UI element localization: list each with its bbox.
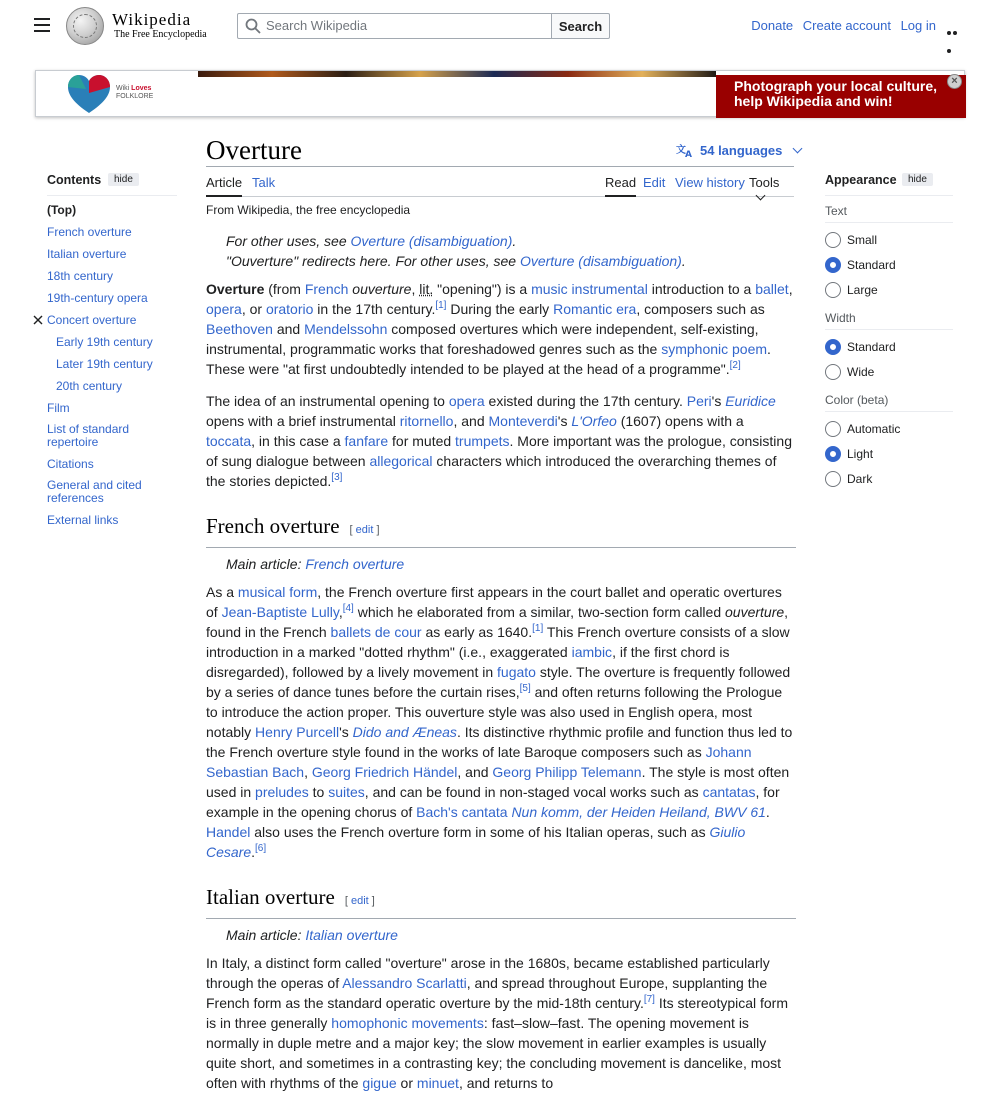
chevron-down-icon <box>756 191 766 201</box>
radio-color-automatic[interactable] <box>825 421 841 437</box>
page-title: Overture <box>206 135 302 165</box>
radio-text-standard[interactable] <box>825 257 841 273</box>
width-label: Width <box>825 311 856 325</box>
tab-read[interactable]: Read <box>605 175 636 197</box>
edit-section-link[interactable]: edit <box>355 524 374 536</box>
radio-label: Standard <box>847 258 896 272</box>
divider <box>825 411 953 412</box>
close-icon[interactable]: × <box>947 74 962 89</box>
toc-title: Contents <box>47 173 102 187</box>
section-heading-french-overture: French overture [ edit ] <box>206 513 796 548</box>
paragraph: As a musical form, the French overture first appears in the court ballet and operatic overtures of Jean-Baptiste Lully,[4] which he elaborated from a similar, two-section form called ouverture, found in the French ballets de cour as early as 1640.[1] This French overture consists of a slow introduction in a marked "dotted rhythm" (i.e., exaggerated iambic, if the first chord is disregarded), followed by a lively movement in fugato style. The overture is frequently followed by a series of dance tunes before the curtain rises,[5] and often returns following the Prologue to introduce the action proper. This ouverture style was also used in English opera, most notably Henry Purcell's Dido and Æneas. Its distinctive rhythmic profile and function thus led to the French overture style found in the works of late Baroque composers such as Johann Sebastian Bach, Georg Friedrich Händel, and Georg Philipp Telemann. The style is most often used in preludes to suites, and can be found in non-staged vocal works such as cantatas, for example in the opening chorus of Bach's cantata Nun komm, der Heiden Heiland, BWV 61. Handel also uses the French overture form in some of his Italian operas, such as Giulio Cesare.[6] <box>206 584 793 860</box>
svg-text:A: A <box>685 150 692 160</box>
appearance-hide-button[interactable]: hide <box>902 173 933 186</box>
text-size-label: Text <box>825 204 848 218</box>
toc-item-18th-century[interactable]: 18th century <box>47 269 114 283</box>
site-header <box>0 0 1000 55</box>
svg-text:文: 文 <box>676 145 686 156</box>
language-button[interactable]: 文 A 54 languages <box>676 143 801 158</box>
color-label: Color (beta) <box>825 393 889 407</box>
divider <box>825 222 953 223</box>
toc-header <box>47 168 177 196</box>
tab-talk[interactable]: Talk <box>252 175 276 190</box>
radio-label: Dark <box>847 472 873 486</box>
paragraph: In Italy, a distinct form called "overture" arose in the 1680s, became established particularly through the operas of Alessandro Scarlatti, and spread throughout Europe, supplanting the French form as the standard operatic overture by the mid-18th century.[7] Its stereotypical form is in three generally homophonic movements: fast–slow–fast. The opening movement is normally in duple metre and a major key; the slow movement in earlier examples is usually quite short, and sometimes in a contrasting key; the concluding movement is dancelike, most often with rhythms of the gigue or minuet, and returns to <box>206 955 789 1091</box>
banner-message[interactable]: Photograph your local culture, help Wikipedia and win! <box>734 78 938 109</box>
hatnote: "Ouverture" redirects here. For other uses, see Overture (disambiguation). <box>226 253 686 269</box>
more-options-icon[interactable] <box>947 22 963 28</box>
main-article-note: Main article: French overture <box>226 556 405 572</box>
edit-section-link[interactable]: edit <box>350 895 369 907</box>
divider <box>825 329 953 330</box>
search-icon <box>245 18 261 34</box>
fundraising-banner <box>35 70 965 117</box>
donate-link[interactable]: Donate <box>751 18 794 33</box>
toc-item-early-19th-century[interactable]: Early 19th century <box>56 335 153 349</box>
appearance-header <box>825 168 953 196</box>
table-of-contents <box>47 168 177 527</box>
radio-text-small[interactable] <box>825 232 841 248</box>
radio-label: Standard <box>847 340 896 354</box>
toc-item-20th-century[interactable]: 20th century <box>56 379 123 393</box>
toc-item-french-overture[interactable]: French overture <box>47 225 132 239</box>
page-tabs <box>206 167 794 197</box>
main-article-link[interactable]: French overture <box>305 556 405 572</box>
radio-width-standard[interactable] <box>825 339 841 355</box>
toc-item-citations[interactable]: Citations <box>47 457 94 471</box>
paragraph: Overture (from French ouverture, lit. "opening") is a music instrumental introduction to a ballet, opera, or oratorio in the 17th century.[1] During the early Romantic era, composers such as Beethoven and Mendelssohn composed overtures which were independent, self-existing, instrumental, programmatic works that foreshadowed genres such as the symphonic poem. These were "at first undoubtedly intended to be played at the head of a programme".[2] <box>206 281 793 377</box>
toc-item-19th-century-opera[interactable]: 19th-century opera <box>47 291 148 305</box>
toc-item-top[interactable]: (Top) <box>47 203 77 217</box>
banner-logo-text: Wiki Loves FOLKLORE <box>116 85 154 100</box>
radio-text-large[interactable] <box>825 282 841 298</box>
translate-icon <box>676 143 694 160</box>
main-article-link[interactable]: Italian overture <box>305 927 398 943</box>
hatnote-link[interactable]: Overture (disambiguation) <box>519 253 682 269</box>
hatnote-link[interactable]: Overture (disambiguation) <box>350 233 513 249</box>
radio-color-dark[interactable] <box>825 471 841 487</box>
toc-item-later-19th-century[interactable]: Later 19th century <box>56 357 153 371</box>
toc-item-italian-overture[interactable]: Italian overture <box>47 247 127 261</box>
toc-item-concert-overture[interactable]: Concert overture <box>47 313 137 327</box>
main-article-note: Main article: Italian overture <box>226 927 398 943</box>
wikipedia-wordmark[interactable]: Wikipedia <box>112 10 192 29</box>
create-account-link[interactable]: Create account <box>802 18 891 33</box>
toc-item-list-of-standard-repertoire[interactable]: List of standard repertoire <box>47 422 130 449</box>
radio-label: Automatic <box>847 422 901 436</box>
tab-view-history[interactable]: View history <box>675 175 745 190</box>
tab-article[interactable]: Article <box>206 175 242 197</box>
banner-photo-strip <box>198 71 716 77</box>
radio-label: Small <box>847 233 878 247</box>
radio-width-wide[interactable] <box>825 364 841 380</box>
wiki-loves-folklore-logo <box>66 73 112 115</box>
toc-item-general-and-cited-references[interactable]: General and cited references <box>47 478 142 505</box>
wikipedia-globe-logo[interactable] <box>66 7 104 45</box>
toc-item-film[interactable]: Film <box>47 401 70 415</box>
main-menu-icon[interactable] <box>34 18 50 32</box>
user-links <box>745 18 936 33</box>
radio-label: Light <box>847 447 874 461</box>
appearance-panel <box>825 168 953 486</box>
radio-label: Large <box>847 283 878 297</box>
radio-color-light[interactable] <box>825 446 841 462</box>
radio-label: Wide <box>847 365 875 379</box>
collapse-toggle-icon[interactable] <box>34 316 42 324</box>
article-body <box>206 231 796 1093</box>
wikipedia-tagline: The Free Encyclopedia <box>114 29 207 40</box>
paragraph: The idea of an instrumental opening to opera existed during the 17th century. Peri's Euridice opens with a brief instrumental ritornello, and Monteverdi's L'Orfeo (1607) opens with a toccata, in this case a fanfare for muted trumpets. More important was the prologue, consisting of sung dialogue between allegorical characters which introduced the overarching themes of the stories depicted.[3] <box>206 393 792 489</box>
toc-item-external-links[interactable]: External links <box>47 513 119 527</box>
tab-edit[interactable]: Edit <box>643 175 666 190</box>
login-link[interactable]: Log in <box>900 18 936 33</box>
tools-menu[interactable]: Tools <box>749 175 794 205</box>
chevron-down-icon <box>793 144 803 154</box>
appearance-title: Appearance <box>825 173 897 187</box>
hatnote: For other uses, see Overture (disambiguation). <box>226 233 517 249</box>
search-form <box>237 13 610 39</box>
section-heading-italian-overture: Italian overture [ edit ] <box>206 884 796 919</box>
toc-hide-button[interactable]: hide <box>108 173 139 186</box>
search-input[interactable]: Search Wikipedia <box>237 13 553 39</box>
site-sub: From Wikipedia, the free encyclopedia <box>206 203 411 217</box>
search-button[interactable]: Search <box>551 13 610 39</box>
